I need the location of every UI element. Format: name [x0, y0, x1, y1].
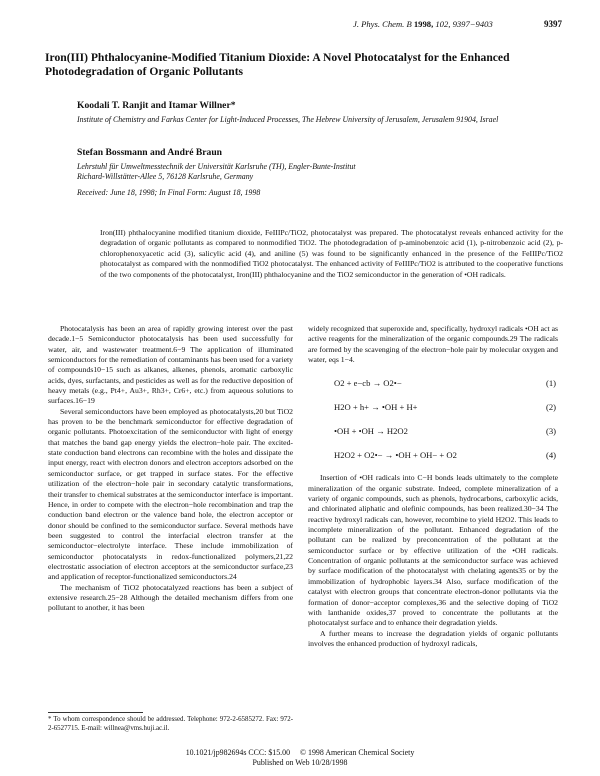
affiliation-2-line-1: Lehrstuhl für Umweltmesstechnik der Universität Karlsruhe (TH), Engler-Bunte-Institut [77, 162, 356, 171]
abstract: Iron(III) phthalocyanine modified titanium dioxide, FeIIIPc/TiO2, photocatalyst was prepared. The photocatalyst reveals enhanced activity for the degradation of organic pollutants as compared to nonmodified TiO2. The photodegradation of p-aminobenzoic acid (1), p-nitrobenzoic acid (2), p-chlorophenoxyacetic acid (3), salicylic acid (4), and aniline (5) was found to be significantly enhanced in the presence of the FeIIIPc/TiO2 photocatalyst as compared with the nonmodified TiO2 photocatalyst. The enhanced activity of FeIIIPc/TiO2 is attributed to the cooperative functions of the two components of the photocatalyst, Iron(III) phthalocyanine and the TiO2 semiconductor in the generation of •OH radicals. [100, 228, 563, 279]
footnote-divider [48, 712, 143, 713]
equation-1 [308, 371, 558, 395]
received-dates: Received: June 18, 1998; In Final Form: August 18, 1998 [77, 188, 261, 197]
equation-number: (2) [545, 402, 556, 413]
paragraph: Several semiconductors have been employed as photocatalysts,20 but TiO2 has proven to be the benchmark semiconductor for effective degradation of organic pollutants. Photoexcitation of the semiconductor with light of energy that matches the band gap energy yields the electron−hole pair. The excited-state conduction band electrons can recombine with the holes and dissipate the input energy, react with electron donors and electron acceptors adsorbed on the semiconductor surface, or get trapped in surface states. For the effective utilization of the electron−hole pair in secondary catalytic transformations, their transfer to chemical substrates at the semiconductor interface is important. Hence, in order to compete with the electron−hole recombination and trap the conduction band electron or the valence band hole, the electron acceptor or donor should be confined to the semiconductor surface. Several methods have been suggested to control the interfacial electron transfer at the semiconductor−electrolyte interface. These include immobilization of semiconductor photocatalysts in redox-functionalized polymers,21,22 electrostatic association of electron acceptors at the semiconductor surface,23 and application of receptor-functionalized semiconductors.24 [48, 406, 293, 582]
paragraph: The mechanism of TiO2 photocatalyzed reactions has been a subject of extensive research.25−28 Although the detailed mechanism differs from one pollutant to another, it has been [48, 582, 293, 613]
equation-3 [308, 419, 558, 443]
copyright: © 1998 American Chemical Society [300, 748, 415, 757]
affiliation-2-line-2: Richard-Willstätter-Allee 5, 76128 Karlsruhe, Germany [77, 172, 254, 181]
doi-price: 10.1021/jp982694s CCC: $15.00 [185, 748, 291, 757]
paragraph: Photocatalysis has been an area of rapidly growing interest over the past decade.1−5 Semiconductor photocatalysis has been used successfully for water, air, and wastewater treatment.6−9 The application of illuminated semiconductors for the remediation of contaminants has been used for a variety of compounds10−15 such as alkanes, alkenes, phenols, aromatic carboxylic acids, dyes, surfactants, and pesticides as well as for the reductive deposition of heavy metals (e.g., Pt4+, Au3+, Rh3+, Cr6+, etc.) from aqueous solutions to surfaces.16−19 [48, 324, 293, 406]
paragraph: A further means to increase the degradation yields of organic pollutants involves the enhanced production of hydroxyl radicals, [308, 628, 558, 648]
paragraph: widely recognized that superoxide and, specifically, hydroxyl radicals •OH act as active reagents for the mineralization of the organic compounds.29 The radicals are formed by the scavenging of the electron−hole pair by molecular oxygen and water, eqs 1−4. [308, 324, 558, 365]
correspondence-footnote: * To whom correspondence should be addressed. Telephone: 972-2-6585272. Fax: 972-2-6527715. E-mail: willnea@vms.huji.ac.il. [48, 716, 293, 732]
affiliation-1: Institute of Chemistry and Farkas Center for Light-Induced Processes, The Hebrew University of Jerusalem, Jerusalem 91904, Israel [77, 115, 499, 124]
equation-4 [308, 443, 558, 467]
equation-expression: •OH + •OH → H2O2 [334, 426, 408, 437]
right-column [308, 324, 558, 649]
equations [308, 371, 558, 467]
paragraph: Insertion of •OH radicals into C−H bonds leads ultimately to the complete mineralization of the organic substrate. Indeed, complete mineralization of a variety of organic compounds, such as phenols, hydrocarbons, carboxylic acids, and chlorinated aliphatic and olefinic compounds, has been realized.30−34 The reactive hydroxyl radicals can, however, recombine to yield H2O2. This leads to incomplete mineralization of the pollutant. Enhanced degradation of the pollutant can be realized by preconcentration of the pollutant at the semiconductor surface or by effective utilization of the •OH radicals. Concentration of organic pollutants at the semiconductor surface was achieved by surface modification of the photocatalyst with chelating agents35 or by the immobilization of hydrophobic layers.34 Also, surface modification of the catalyst with electron groups that concentrate electron-donor pollutants via the formation of donor−acceptor complexes,36 and the selective doping of TiO2 with lanthanide oxides,37 proved to concentrate the pollutants at the photocatalyst surface and to enhance their degradation yields. [308, 473, 558, 628]
equation-expression: H2O + h+ → •OH + H+ [334, 402, 418, 413]
equation-2 [308, 395, 558, 419]
running-header [45, 19, 562, 33]
page-footer [0, 748, 600, 767]
equation-number: (1) [545, 378, 556, 389]
page-number: 9397 [544, 19, 562, 29]
author-block-2 [77, 147, 547, 182]
equation-number: (4) [545, 450, 556, 461]
journal-citation: J. Phys. Chem. B 1998, 102, 9397−9403 [353, 19, 493, 29]
article-title: Iron(III) Phthalocyanine-Modified Titanium Dioxide: A Novel Photocatalyst for the Enhanced Photodegradation of Organic Pollutants [45, 51, 510, 78]
affiliation-2 [77, 162, 547, 182]
equation-expression: H2O2 + O2•− → •OH + OH− + O2 [334, 450, 457, 461]
authors-2: Stefan Bossmann and André Braun [77, 147, 223, 158]
author-block-1 [77, 100, 547, 125]
equation-expression: O2 + e−cb → O2•− [334, 378, 402, 389]
published-date: Published on Web 10/28/1998 [252, 757, 348, 767]
equation-number: (3) [545, 426, 556, 437]
left-column [48, 324, 293, 614]
authors-1: Koodali T. Ranjit and Itamar Willner* [77, 100, 236, 111]
